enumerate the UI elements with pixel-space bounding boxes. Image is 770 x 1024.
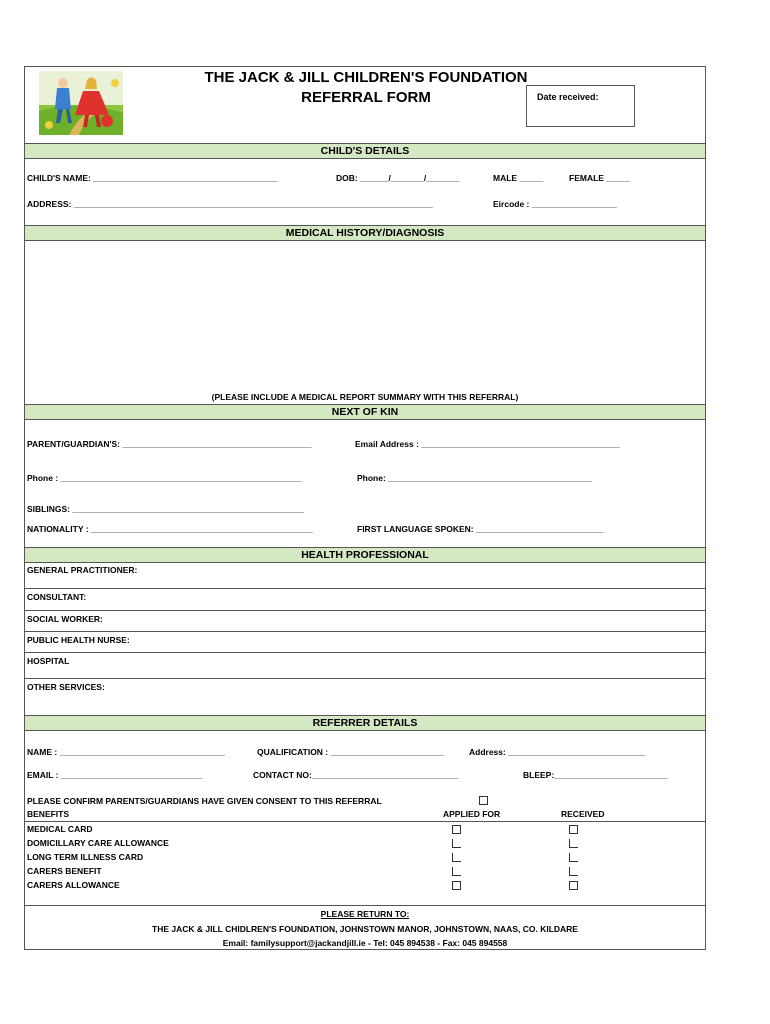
date-received-box[interactable] <box>526 85 635 127</box>
please-return-to: PLEASE RETURN TO: <box>320 909 410 919</box>
benefit-domicillary-care: DOMICILLARY CARE ALLOWANCE <box>27 838 169 848</box>
phone-field-2[interactable]: Phone: ___________________________________________ <box>357 473 592 483</box>
consent-label: PLEASE CONFIRM PARENTS/GUARDIANS HAVE GIVEN CONSENT TO THIS REFERRAL <box>27 796 382 806</box>
return-contact: Email: familysupport@jackandjill.ie - Tel: 045 894538 - Fax: 045 894558 <box>222 938 508 948</box>
medical-history-area[interactable] <box>25 241 705 389</box>
referrer-details-heading: REFERRER DETAILS <box>25 715 705 731</box>
benefit-medical-card: MEDICAL CARD <box>27 824 93 834</box>
applied-for-heading: APPLIED FOR <box>443 809 501 819</box>
carers-allowance-applied-checkbox[interactable] <box>452 881 461 890</box>
email-address-field[interactable]: Email Address : __________________________________________ <box>355 439 620 449</box>
childs-details-heading: CHILD'S DETAILS <box>25 143 705 159</box>
child-name-field[interactable]: CHILD'S NAME: _______________________________________ <box>27 173 278 183</box>
bleep-field[interactable]: BLEEP:________________________ <box>523 770 668 780</box>
referral-form <box>24 66 706 950</box>
referrer-email-field[interactable]: EMAIL : ______________________________ <box>27 770 203 780</box>
public-health-nurse-field[interactable]: PUBLIC HEALTH NURSE: <box>27 635 130 645</box>
benefit-carers-benefit: CARERS BENEFIT <box>27 866 102 876</box>
nationality-field[interactable]: NATIONALITY : _______________________________________________ <box>27 524 314 534</box>
medical-report-note: (PLEASE INCLUDE A MEDICAL REPORT SUMMARY WITH THIS REFERRAL) <box>211 392 519 402</box>
contact-no-field[interactable]: CONTACT NO:_______________________________ <box>253 770 459 780</box>
benefit-long-term-illness: LONG TERM ILLNESS CARD <box>27 852 144 862</box>
address-field[interactable]: ADDRESS: ____________________________________________________________________________ <box>27 199 434 209</box>
referrer-address-field[interactable]: Address: _____________________________ <box>469 747 646 757</box>
consent-checkbox[interactable] <box>479 796 488 805</box>
eircode-field[interactable]: Eircode : __________________ <box>493 199 617 209</box>
carers-benefit-applied-checkbox[interactable] <box>452 867 461 876</box>
benefits-heading: BENEFITS <box>27 809 70 819</box>
first-language-field[interactable]: FIRST LANGUAGE SPOKEN: ___________________________ <box>357 524 604 534</box>
carers-allowance-received-checkbox[interactable] <box>569 881 578 890</box>
male-field[interactable]: MALE _____ <box>493 173 544 183</box>
next-of-kin-heading: NEXT OF KIN <box>25 404 705 420</box>
gp-field[interactable]: GENERAL PRACTITIONER: <box>27 565 138 575</box>
referrer-name-field[interactable]: NAME : ___________________________________ <box>27 747 226 757</box>
medical-card-applied-checkbox[interactable] <box>452 825 461 834</box>
social-worker-field[interactable]: SOCIAL WORKER: <box>27 614 103 624</box>
medical-card-received-checkbox[interactable] <box>569 825 578 834</box>
dob-field[interactable]: DOB: ______/_______/_______ <box>336 173 460 183</box>
long-term-illness-received-checkbox[interactable] <box>569 853 578 862</box>
long-term-illness-applied-checkbox[interactable] <box>452 853 461 862</box>
female-field[interactable]: FEMALE _____ <box>569 173 630 183</box>
benefit-carers-allowance: CARERS ALLOWANCE <box>27 880 120 890</box>
phone-field-1[interactable]: Phone : ___________________________________________________ <box>27 473 302 483</box>
domicillary-applied-checkbox[interactable] <box>452 839 461 848</box>
other-services-field[interactable]: OTHER SERVICES: <box>27 682 105 692</box>
parent-guardian-field[interactable]: PARENT/GUARDIAN'S: ________________________________________ <box>27 439 312 449</box>
health-professional-heading: HEALTH PROFESSIONAL <box>25 547 705 563</box>
qualification-field[interactable]: QUALIFICATION : ________________________ <box>257 747 444 757</box>
received-heading: RECEIVED <box>561 809 605 819</box>
domicillary-received-checkbox[interactable] <box>569 839 578 848</box>
org-title: THE JACK & JILL CHILDREN'S FOUNDATION <box>204 69 528 86</box>
form-title: REFERRAL FORM <box>301 89 431 106</box>
date-received-label: Date received: <box>537 92 599 102</box>
siblings-field[interactable]: SIBLINGS: _________________________________________________ <box>27 504 304 514</box>
return-address: THE JACK & JILL CHIDLREN'S FOUNDATION, JOHNSTOWN MANOR, JOHNSTOWN, NAAS, CO. KILDARE <box>152 924 578 934</box>
medical-history-heading: MEDICAL HISTORY/DIAGNOSIS <box>25 225 705 241</box>
hospital-field[interactable]: HOSPITAL <box>27 656 70 666</box>
carers-benefit-received-checkbox[interactable] <box>569 867 578 876</box>
consultant-field[interactable]: CONSULTANT: <box>27 592 87 602</box>
